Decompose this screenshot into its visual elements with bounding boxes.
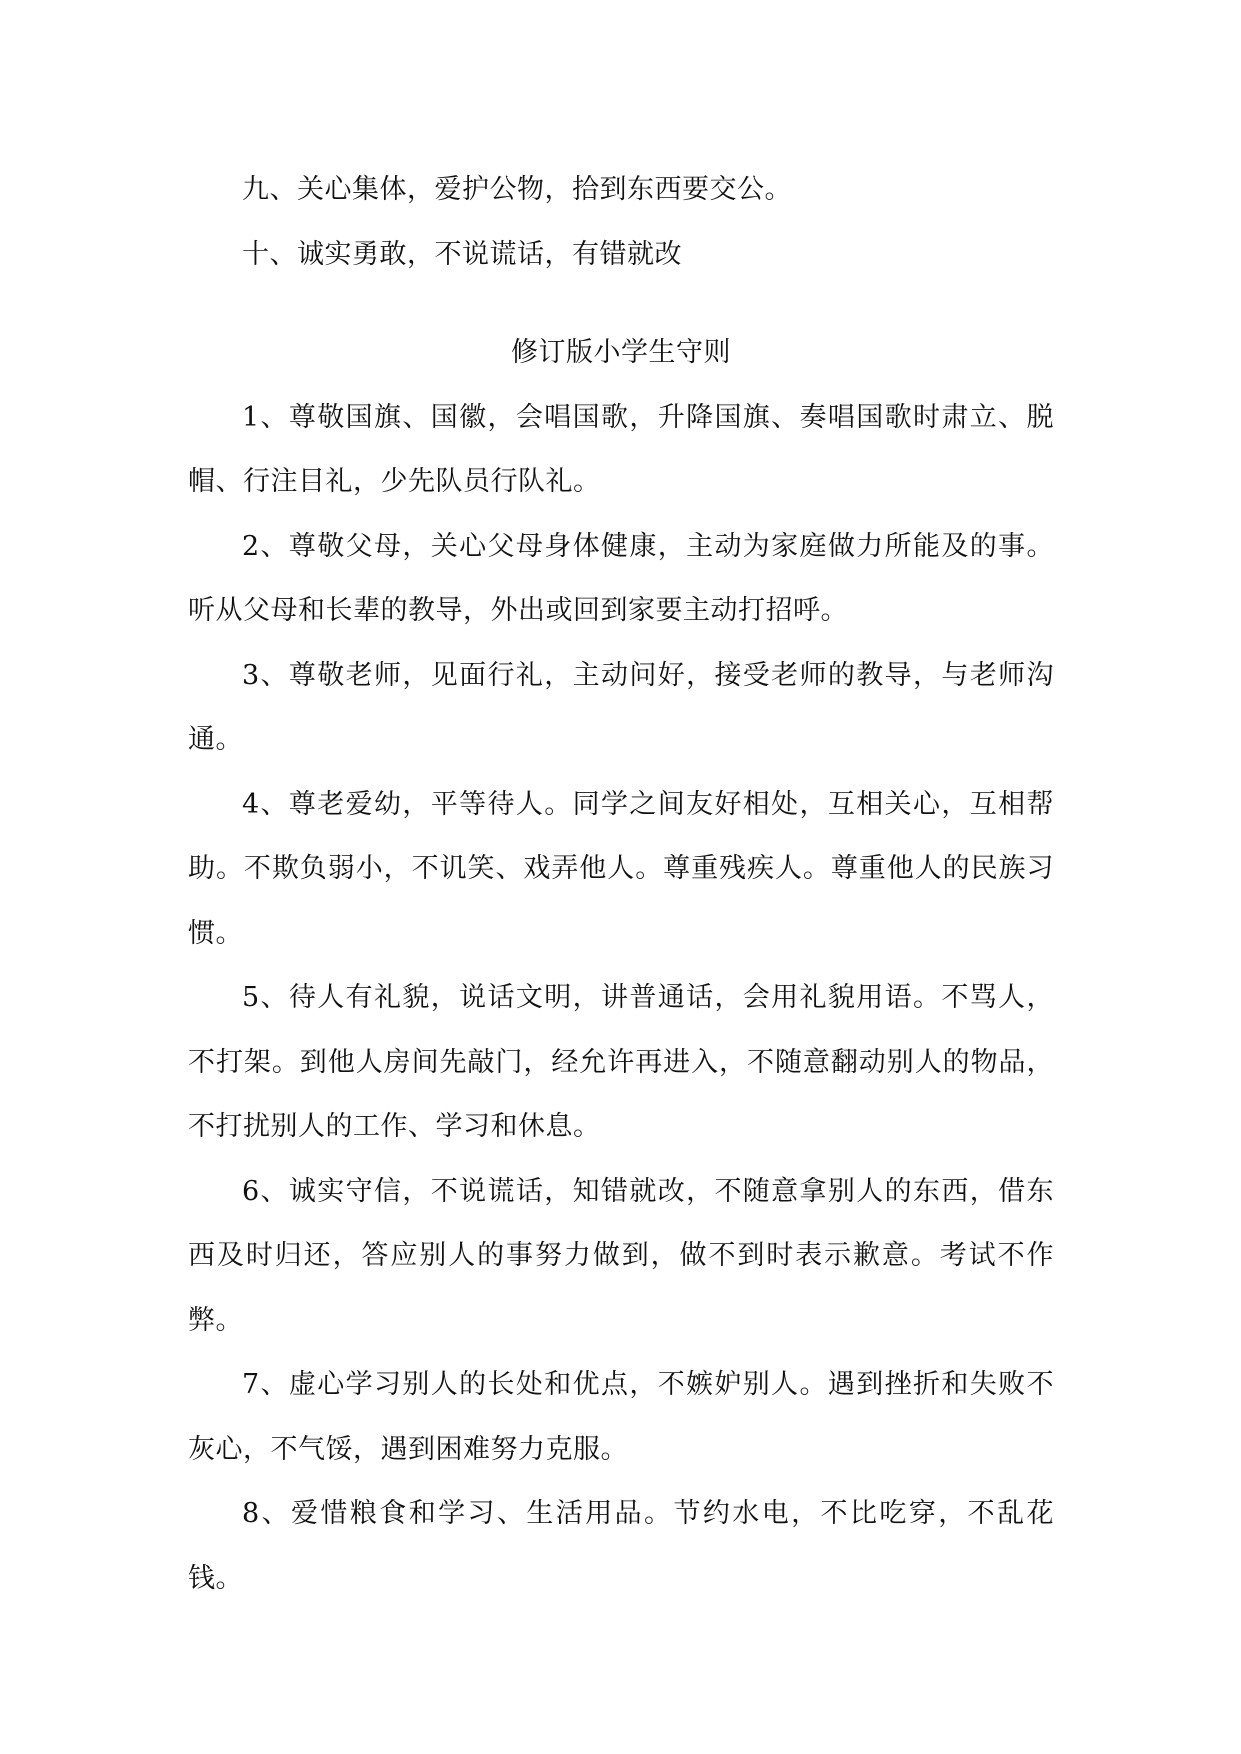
document-page bbox=[188, 158, 1054, 1611]
rule-5: 5、待人有礼貌，说话文明，讲普通话，会用礼貌用语。不骂人，不打架。到他人房间先敲门，经允许再进入，不随意翻动别人的物品，不打扰别人的工作、学习和休息。 bbox=[188, 982, 1054, 1142]
old-rule-9: 九、关心集体，爱护公物，拾到东西要交公。 bbox=[242, 174, 792, 205]
rule-7: 7、虚心学习别人的长处和优点，不嫉妒别人。遇到挫折和失败不灰心，不气馁，遇到困难努力克服。 bbox=[188, 1369, 1054, 1465]
rule-1: 1、尊敬国旗、国徽，会唱国歌，升降国旗、奏唱国歌时肃立、脱帽、行注目礼，少先队员行队礼。 bbox=[188, 401, 1054, 497]
rule-4: 4、尊老爱幼，平等待人。同学之间友好相处，互相关心，互相帮助。不欺负弱小，不讥笑、戏弄他人。尊重残疾人。尊重他人的民族习惯。 bbox=[188, 788, 1054, 949]
rule-6: 6、诚实守信，不说谎话，知错就改，不随意拿别人的东西，借东西及时归还，答应别人的事努力做到，做不到时表示歉意。考试不作弊。 bbox=[188, 1175, 1054, 1336]
old-rule-10: 十、诚实勇敢，不说谎话，有错就改 bbox=[242, 238, 682, 270]
document-title: 修订版小学生守则 bbox=[511, 337, 731, 368]
rule-3: 3、尊敬老师，见面行礼，主动问好，接受老师的教导，与老师沟通。 bbox=[188, 659, 1054, 755]
rule-8: 8、爱惜粮食和学习、生活用品。节约水电，不比吃穿，不乱花钱。 bbox=[188, 1498, 1054, 1594]
rule-2: 2、尊敬父母，关心父母身体健康，主动为家庭做力所能及的事。听从父母和长辈的教导，外出或回到家要主动打招呼。 bbox=[188, 530, 1054, 626]
